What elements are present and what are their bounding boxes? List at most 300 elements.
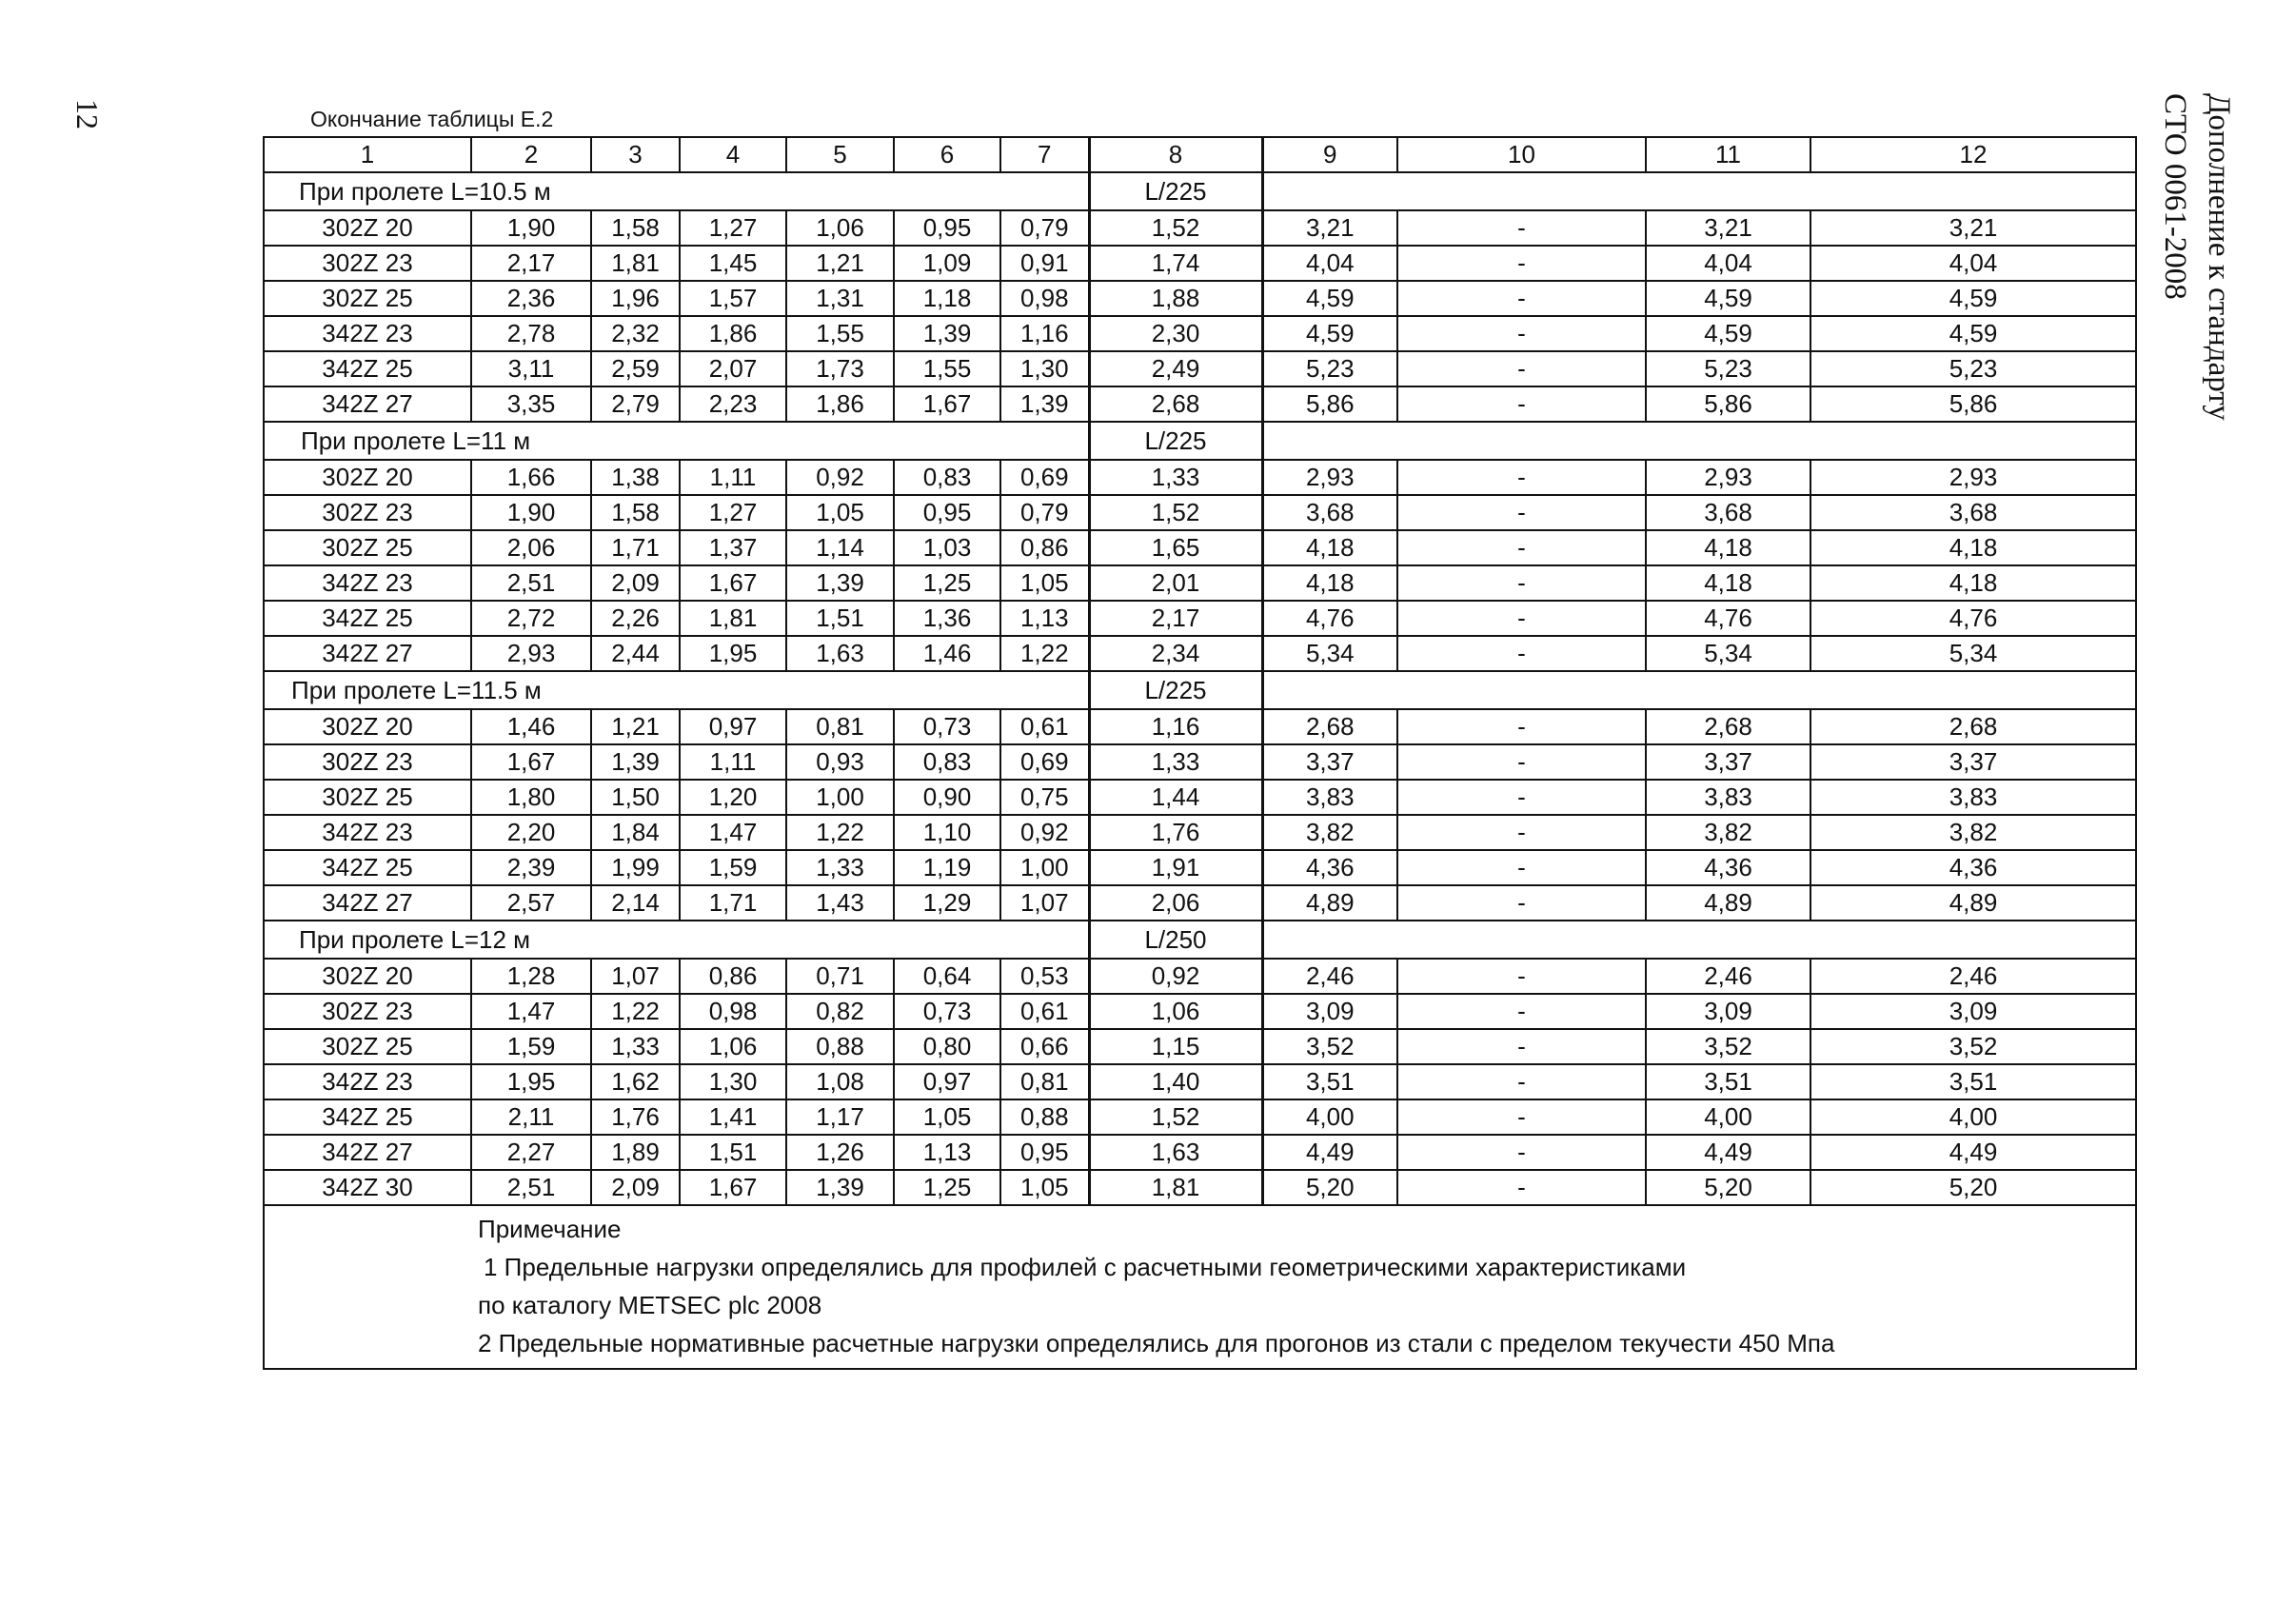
load-value-cell: 0,97 bbox=[680, 709, 786, 744]
profile-name-cell: 342Z 27 bbox=[264, 1135, 471, 1170]
profile-name-cell: 302Z 25 bbox=[264, 1029, 471, 1064]
load-value-cell: 0,83 bbox=[894, 460, 1000, 495]
load-value-cell: 0,83 bbox=[894, 744, 1000, 780]
load-value-cell: 3,09 bbox=[1810, 994, 2136, 1029]
load-value-cell: 3,37 bbox=[1646, 744, 1810, 780]
table-row bbox=[264, 246, 2136, 281]
load-value-cell: 4,18 bbox=[1810, 530, 2136, 565]
load-value-cell: 1,88 bbox=[1089, 281, 1262, 316]
load-value-cell: 1,76 bbox=[591, 1099, 680, 1135]
load-value-cell: - bbox=[1397, 850, 1646, 885]
load-value-cell: 1,16 bbox=[1089, 709, 1262, 744]
load-value-cell: 0,92 bbox=[786, 460, 894, 495]
profile-name-cell: 342Z 25 bbox=[264, 1099, 471, 1135]
load-value-cell: 1,29 bbox=[894, 885, 1000, 921]
load-value-cell: 2,46 bbox=[1262, 959, 1397, 994]
table-row bbox=[264, 565, 2136, 601]
load-value-cell: 1,55 bbox=[894, 351, 1000, 386]
load-value-cell: 0,79 bbox=[1000, 495, 1089, 530]
document-header-line2: СТО 0061-2008 bbox=[2158, 93, 2192, 300]
load-value-cell: 1,43 bbox=[786, 885, 894, 921]
load-value-cell: 1,52 bbox=[1089, 1099, 1262, 1135]
load-value-cell: 1,19 bbox=[894, 850, 1000, 885]
table-row bbox=[264, 1170, 2136, 1205]
load-value-cell: 1,00 bbox=[1000, 850, 1089, 885]
load-value-cell: 2,17 bbox=[1089, 601, 1262, 636]
load-value-cell: 1,30 bbox=[680, 1064, 786, 1099]
load-value-cell: 1,63 bbox=[786, 636, 894, 671]
load-value-cell: 1,08 bbox=[786, 1064, 894, 1099]
load-value-cell: 4,89 bbox=[1810, 885, 2136, 921]
load-value-cell: 4,76 bbox=[1810, 601, 2136, 636]
load-value-cell: 4,18 bbox=[1646, 530, 1810, 565]
deflection-limit: L/225 bbox=[1089, 172, 1262, 210]
load-value-cell: 1,59 bbox=[680, 850, 786, 885]
load-value-cell: 0,80 bbox=[894, 1029, 1000, 1064]
load-value-cell: 3,35 bbox=[471, 386, 591, 422]
column-number-cell: 8 bbox=[1089, 137, 1262, 172]
table-row bbox=[264, 994, 2136, 1029]
load-value-cell: 0,69 bbox=[1000, 460, 1089, 495]
load-value-cell: 2,46 bbox=[1646, 959, 1810, 994]
load-value-cell: 4,59 bbox=[1262, 316, 1397, 351]
load-value-cell: 1,22 bbox=[1000, 636, 1089, 671]
load-value-cell: 2,32 bbox=[591, 316, 680, 351]
load-value-cell: 2,23 bbox=[680, 386, 786, 422]
load-value-cell: 1,95 bbox=[471, 1064, 591, 1099]
load-value-cell: 2,46 bbox=[1810, 959, 2136, 994]
column-number-cell: 7 bbox=[1000, 137, 1089, 172]
load-value-cell: 0,66 bbox=[1000, 1029, 1089, 1064]
table-row bbox=[264, 1064, 2136, 1099]
load-value-cell: 1,38 bbox=[591, 460, 680, 495]
load-value-cell: 0,97 bbox=[894, 1064, 1000, 1099]
load-value-cell: 1,90 bbox=[471, 210, 591, 246]
load-value-cell: 1,41 bbox=[680, 1099, 786, 1135]
load-value-cell: 1,89 bbox=[591, 1135, 680, 1170]
load-value-cell: 4,59 bbox=[1646, 316, 1810, 351]
load-value-cell: 2,44 bbox=[591, 636, 680, 671]
load-value-cell: 2,27 bbox=[471, 1135, 591, 1170]
load-value-cell: 0,92 bbox=[1000, 815, 1089, 850]
load-value-cell: - bbox=[1397, 1135, 1646, 1170]
load-value-cell: 3,37 bbox=[1262, 744, 1397, 780]
load-value-cell: - bbox=[1397, 636, 1646, 671]
load-value-cell: 1,05 bbox=[786, 495, 894, 530]
load-value-cell: 1,81 bbox=[680, 601, 786, 636]
load-value-cell: 1,15 bbox=[1089, 1029, 1262, 1064]
load-value-cell: 4,04 bbox=[1646, 246, 1810, 281]
load-value-cell: 2,06 bbox=[471, 530, 591, 565]
profile-name-cell: 302Z 20 bbox=[264, 460, 471, 495]
span-section-title: При пролете L=11 м bbox=[264, 422, 1089, 460]
load-value-cell: 4,36 bbox=[1646, 850, 1810, 885]
load-value-cell: - bbox=[1397, 1099, 1646, 1135]
load-value-cell: 0,64 bbox=[894, 959, 1000, 994]
load-value-cell: 5,86 bbox=[1262, 386, 1397, 422]
load-value-cell: 4,49 bbox=[1646, 1135, 1810, 1170]
load-value-cell: 4,18 bbox=[1810, 565, 2136, 601]
table-row bbox=[264, 815, 2136, 850]
load-value-cell: 2,78 bbox=[471, 316, 591, 351]
section-row-empty bbox=[1262, 671, 2136, 709]
load-value-cell: 5,23 bbox=[1810, 351, 2136, 386]
load-value-cell: 5,34 bbox=[1646, 636, 1810, 671]
load-value-cell: 2,34 bbox=[1089, 636, 1262, 671]
table-row bbox=[264, 885, 2136, 921]
load-value-cell: - bbox=[1397, 1029, 1646, 1064]
load-value-cell: 1,21 bbox=[591, 709, 680, 744]
table-row bbox=[264, 744, 2136, 780]
load-value-cell: 1,76 bbox=[1089, 815, 1262, 850]
load-value-cell: 1,91 bbox=[1089, 850, 1262, 885]
load-value-cell: 1,21 bbox=[786, 246, 894, 281]
load-value-cell: 2,72 bbox=[471, 601, 591, 636]
load-value-cell: 1,86 bbox=[786, 386, 894, 422]
profile-name-cell: 342Z 25 bbox=[264, 850, 471, 885]
load-value-cell: 5,20 bbox=[1262, 1170, 1397, 1205]
load-value-cell: 5,34 bbox=[1810, 636, 2136, 671]
load-value-cell: 1,11 bbox=[680, 460, 786, 495]
load-value-cell: 2,93 bbox=[1646, 460, 1810, 495]
load-value-cell: 1,44 bbox=[1089, 780, 1262, 815]
column-number-cell: 3 bbox=[591, 137, 680, 172]
deflection-limit: L/225 bbox=[1089, 422, 1262, 460]
load-value-cell: - bbox=[1397, 885, 1646, 921]
load-value-cell: 1,07 bbox=[1000, 885, 1089, 921]
load-value-cell: 1,71 bbox=[680, 885, 786, 921]
load-value-cell: 1,51 bbox=[786, 601, 894, 636]
load-value-cell: 4,00 bbox=[1810, 1099, 2136, 1135]
load-value-cell: 1,05 bbox=[1000, 1170, 1089, 1205]
profile-name-cell: 342Z 23 bbox=[264, 565, 471, 601]
load-value-cell: 1,47 bbox=[471, 994, 591, 1029]
load-value-cell: 3,83 bbox=[1810, 780, 2136, 815]
load-value-cell: 3,09 bbox=[1646, 994, 1810, 1029]
load-value-cell: 1,52 bbox=[1089, 210, 1262, 246]
load-value-cell: 2,51 bbox=[471, 565, 591, 601]
profile-name-cell: 342Z 27 bbox=[264, 386, 471, 422]
load-value-cell: 1,33 bbox=[1089, 744, 1262, 780]
note-1: 1 Предельные нагрузки определялись для профилей с расчетными геометрическими характеристиками bbox=[484, 1253, 1687, 1281]
load-value-cell: 2,49 bbox=[1089, 351, 1262, 386]
load-value-cell: 2,09 bbox=[591, 1170, 680, 1205]
load-value-cell: 5,86 bbox=[1810, 386, 2136, 422]
load-value-cell: 0,61 bbox=[1000, 994, 1089, 1029]
table-row bbox=[264, 601, 2136, 636]
load-value-cell: 3,68 bbox=[1810, 495, 2136, 530]
profile-name-cell: 342Z 25 bbox=[264, 351, 471, 386]
document-header bbox=[2153, 93, 2241, 474]
load-value-cell: 1,06 bbox=[786, 210, 894, 246]
load-value-cell: 2,36 bbox=[471, 281, 591, 316]
section-row-empty bbox=[1262, 172, 2136, 210]
load-value-cell: 1,14 bbox=[786, 530, 894, 565]
load-value-cell: 1,96 bbox=[591, 281, 680, 316]
load-value-cell: - bbox=[1397, 601, 1646, 636]
load-value-cell: 0,61 bbox=[1000, 709, 1089, 744]
load-value-cell: 2,39 bbox=[471, 850, 591, 885]
page-number: 12 bbox=[70, 99, 105, 129]
load-value-cell: 4,00 bbox=[1646, 1099, 1810, 1135]
profile-name-cell: 302Z 23 bbox=[264, 744, 471, 780]
column-number-cell: 4 bbox=[680, 137, 786, 172]
load-value-cell: 1,30 bbox=[1000, 351, 1089, 386]
load-value-cell: 5,20 bbox=[1646, 1170, 1810, 1205]
load-value-cell: 1,67 bbox=[471, 744, 591, 780]
load-value-cell: 0,98 bbox=[1000, 281, 1089, 316]
load-value-cell: 0,73 bbox=[894, 994, 1000, 1029]
load-value-cell: 1,50 bbox=[591, 780, 680, 815]
load-value-cell: 1,74 bbox=[1089, 246, 1262, 281]
span-section-row bbox=[264, 671, 2136, 709]
load-value-cell: 1,81 bbox=[1089, 1170, 1262, 1205]
profile-name-cell: 302Z 20 bbox=[264, 959, 471, 994]
load-value-cell: - bbox=[1397, 495, 1646, 530]
load-value-cell: 1,47 bbox=[680, 815, 786, 850]
load-value-cell: 1,63 bbox=[1089, 1135, 1262, 1170]
table-row bbox=[264, 1099, 2136, 1135]
load-value-cell: 1,06 bbox=[680, 1029, 786, 1064]
load-value-cell: 2,68 bbox=[1810, 709, 2136, 744]
load-value-cell: 3,09 bbox=[1262, 994, 1397, 1029]
load-value-cell: 4,89 bbox=[1262, 885, 1397, 921]
load-value-cell: 3,68 bbox=[1646, 495, 1810, 530]
load-value-cell: 1,00 bbox=[786, 780, 894, 815]
load-value-cell: 1,45 bbox=[680, 246, 786, 281]
load-value-cell: 3,11 bbox=[471, 351, 591, 386]
load-value-cell: 5,34 bbox=[1262, 636, 1397, 671]
load-value-cell: 2,93 bbox=[471, 636, 591, 671]
column-number-cell: 6 bbox=[894, 137, 1000, 172]
deflection-limit: L/250 bbox=[1089, 921, 1262, 959]
profile-name-cell: 302Z 25 bbox=[264, 281, 471, 316]
load-value-cell: 1,05 bbox=[894, 1099, 1000, 1135]
load-value-cell: 4,59 bbox=[1810, 281, 2136, 316]
load-value-cell: 4,59 bbox=[1262, 281, 1397, 316]
load-value-cell: 1,86 bbox=[680, 316, 786, 351]
load-value-cell: 1,65 bbox=[1089, 530, 1262, 565]
load-value-cell: 2,57 bbox=[471, 885, 591, 921]
table-body bbox=[264, 137, 2136, 1369]
load-value-cell: 1,09 bbox=[894, 246, 1000, 281]
column-number-cell: 1 bbox=[264, 137, 471, 172]
note-1-continuation: по каталогу METSEC plc 2008 bbox=[478, 1291, 822, 1319]
load-value-cell: 2,09 bbox=[591, 565, 680, 601]
column-number-cell: 12 bbox=[1810, 137, 2136, 172]
load-value-cell: - bbox=[1397, 744, 1646, 780]
profile-name-cell: 302Z 20 bbox=[264, 709, 471, 744]
load-value-cell: - bbox=[1397, 316, 1646, 351]
load-value-cell: 1,22 bbox=[591, 994, 680, 1029]
load-value-cell: 2,68 bbox=[1646, 709, 1810, 744]
load-value-cell: 1,33 bbox=[591, 1029, 680, 1064]
load-value-cell: 3,51 bbox=[1810, 1064, 2136, 1099]
note-2: 2 Предельные нормативные расчетные нагрузки определялись для прогонов из стали с пределом текучести 450 Мпа bbox=[478, 1329, 1835, 1357]
table-row bbox=[264, 351, 2136, 386]
load-value-cell: 1,46 bbox=[471, 709, 591, 744]
load-value-cell: 1,67 bbox=[680, 565, 786, 601]
load-value-cell: - bbox=[1397, 351, 1646, 386]
load-value-cell: 0,86 bbox=[1000, 530, 1089, 565]
load-value-cell: 4,18 bbox=[1262, 530, 1397, 565]
load-value-cell: 1,99 bbox=[591, 850, 680, 885]
load-value-cell: 1,39 bbox=[786, 565, 894, 601]
column-number-row bbox=[264, 137, 2136, 172]
load-value-cell: 2,26 bbox=[591, 601, 680, 636]
load-value-cell: - bbox=[1397, 281, 1646, 316]
load-value-cell: 4,59 bbox=[1810, 316, 2136, 351]
load-value-cell: 0,90 bbox=[894, 780, 1000, 815]
load-value-cell: 5,20 bbox=[1810, 1170, 2136, 1205]
profile-name-cell: 302Z 25 bbox=[264, 780, 471, 815]
load-value-cell: 1,90 bbox=[471, 495, 591, 530]
load-value-cell: 1,84 bbox=[591, 815, 680, 850]
load-value-cell: 5,86 bbox=[1646, 386, 1810, 422]
span-section-row bbox=[264, 422, 2136, 460]
load-value-cell: 1,18 bbox=[894, 281, 1000, 316]
load-value-cell: 4,49 bbox=[1262, 1135, 1397, 1170]
load-value-cell: 4,59 bbox=[1646, 281, 1810, 316]
load-value-cell: 2,68 bbox=[1089, 386, 1262, 422]
load-value-cell: 0,88 bbox=[786, 1029, 894, 1064]
span-section-title: При пролете L=10.5 м bbox=[264, 172, 1089, 210]
table-row bbox=[264, 1135, 2136, 1170]
load-value-cell: 0,81 bbox=[1000, 1064, 1089, 1099]
load-value-cell: 1,17 bbox=[786, 1099, 894, 1135]
load-value-cell: 1,39 bbox=[1000, 386, 1089, 422]
load-value-cell: 4,76 bbox=[1646, 601, 1810, 636]
table-row bbox=[264, 495, 2136, 530]
load-value-cell: 1,95 bbox=[680, 636, 786, 671]
section-row-empty bbox=[1262, 422, 2136, 460]
table-row bbox=[264, 281, 2136, 316]
profile-name-cell: 342Z 23 bbox=[264, 1064, 471, 1099]
load-value-cell: - bbox=[1397, 780, 1646, 815]
load-value-cell: 2,68 bbox=[1262, 709, 1397, 744]
load-value-cell: 5,23 bbox=[1262, 351, 1397, 386]
table-row bbox=[264, 709, 2136, 744]
load-value-cell: 1,27 bbox=[680, 210, 786, 246]
load-value-cell: 2,30 bbox=[1089, 316, 1262, 351]
load-value-cell: 2,93 bbox=[1262, 460, 1397, 495]
load-value-cell: 3,68 bbox=[1262, 495, 1397, 530]
load-value-cell: - bbox=[1397, 959, 1646, 994]
load-value-cell: 3,51 bbox=[1262, 1064, 1397, 1099]
table-row bbox=[264, 850, 2136, 885]
load-value-cell: 1,57 bbox=[680, 281, 786, 316]
profile-name-cell: 302Z 23 bbox=[264, 246, 471, 281]
load-value-cell: 3,52 bbox=[1262, 1029, 1397, 1064]
load-value-cell: 3,52 bbox=[1810, 1029, 2136, 1064]
document-header-line1: Дополнение к стандарту bbox=[2202, 93, 2236, 421]
load-value-cell: 1,51 bbox=[680, 1135, 786, 1170]
load-value-cell: 2,51 bbox=[471, 1170, 591, 1205]
load-value-cell: - bbox=[1397, 210, 1646, 246]
load-value-cell: 1,28 bbox=[471, 959, 591, 994]
profile-name-cell: 342Z 25 bbox=[264, 601, 471, 636]
load-value-cell: 5,23 bbox=[1646, 351, 1810, 386]
load-value-cell: 1,03 bbox=[894, 530, 1000, 565]
load-value-cell: 1,39 bbox=[591, 744, 680, 780]
load-value-cell: 1,81 bbox=[591, 246, 680, 281]
table-row bbox=[264, 780, 2136, 815]
notes-row bbox=[264, 1205, 2136, 1369]
load-value-cell: - bbox=[1397, 815, 1646, 850]
load-value-cell: - bbox=[1397, 994, 1646, 1029]
profile-name-cell: 342Z 27 bbox=[264, 885, 471, 921]
span-section-row bbox=[264, 921, 2136, 959]
load-value-cell: 3,21 bbox=[1262, 210, 1397, 246]
load-value-cell: 4,76 bbox=[1262, 601, 1397, 636]
span-section-row bbox=[264, 172, 2136, 210]
load-value-cell: 1,06 bbox=[1089, 994, 1262, 1029]
load-value-cell: 1,40 bbox=[1089, 1064, 1262, 1099]
load-value-cell: 1,07 bbox=[591, 959, 680, 994]
load-value-cell: 1,33 bbox=[786, 850, 894, 885]
load-value-cell: 1,25 bbox=[894, 565, 1000, 601]
section-row-empty bbox=[1262, 921, 2136, 959]
load-value-cell: - bbox=[1397, 1170, 1646, 1205]
profile-name-cell: 302Z 20 bbox=[264, 210, 471, 246]
load-value-cell: 3,82 bbox=[1810, 815, 2136, 850]
load-value-cell: 1,55 bbox=[786, 316, 894, 351]
load-value-cell: 4,18 bbox=[1262, 565, 1397, 601]
load-value-cell: 4,04 bbox=[1810, 246, 2136, 281]
profile-name-cell: 342Z 30 bbox=[264, 1170, 471, 1205]
load-value-cell: 1,26 bbox=[786, 1135, 894, 1170]
profile-name-cell: 302Z 23 bbox=[264, 994, 471, 1029]
load-value-cell: 1,13 bbox=[894, 1135, 1000, 1170]
load-value-cell: 1,66 bbox=[471, 460, 591, 495]
load-value-cell: 0,86 bbox=[680, 959, 786, 994]
load-value-cell: - bbox=[1397, 565, 1646, 601]
table-caption: Окончание таблицы Е.2 bbox=[310, 107, 554, 131]
table-row bbox=[264, 316, 2136, 351]
notes-title: Примечание bbox=[478, 1215, 622, 1243]
load-value-cell: - bbox=[1397, 709, 1646, 744]
table-row bbox=[264, 1029, 2136, 1064]
load-value-cell: 1,37 bbox=[680, 530, 786, 565]
load-value-cell: 3,83 bbox=[1262, 780, 1397, 815]
load-value-cell: 1,11 bbox=[680, 744, 786, 780]
load-value-cell: 4,18 bbox=[1646, 565, 1810, 601]
load-value-cell: 1,71 bbox=[591, 530, 680, 565]
load-value-cell: 1,80 bbox=[471, 780, 591, 815]
load-value-cell: 0,88 bbox=[1000, 1099, 1089, 1135]
load-value-cell: 1,22 bbox=[786, 815, 894, 850]
table-row bbox=[264, 959, 2136, 994]
load-value-cell: 2,59 bbox=[591, 351, 680, 386]
load-table bbox=[263, 136, 2137, 1370]
load-value-cell: 1,27 bbox=[680, 495, 786, 530]
column-number-cell: 10 bbox=[1397, 137, 1646, 172]
load-value-cell: 1,67 bbox=[680, 1170, 786, 1205]
notes-cell bbox=[264, 1205, 2136, 1369]
load-value-cell: 0,95 bbox=[894, 495, 1000, 530]
load-value-cell: 1,62 bbox=[591, 1064, 680, 1099]
profile-name-cell: 342Z 27 bbox=[264, 636, 471, 671]
load-value-cell: 0,95 bbox=[894, 210, 1000, 246]
load-value-cell: 2,06 bbox=[1089, 885, 1262, 921]
load-value-cell: - bbox=[1397, 246, 1646, 281]
load-value-cell: 4,04 bbox=[1262, 246, 1397, 281]
load-value-cell: 0,73 bbox=[894, 709, 1000, 744]
profile-name-cell: 302Z 25 bbox=[264, 530, 471, 565]
load-value-cell: 3,21 bbox=[1810, 210, 2136, 246]
load-value-cell: 1,58 bbox=[591, 210, 680, 246]
load-value-cell: 2,14 bbox=[591, 885, 680, 921]
